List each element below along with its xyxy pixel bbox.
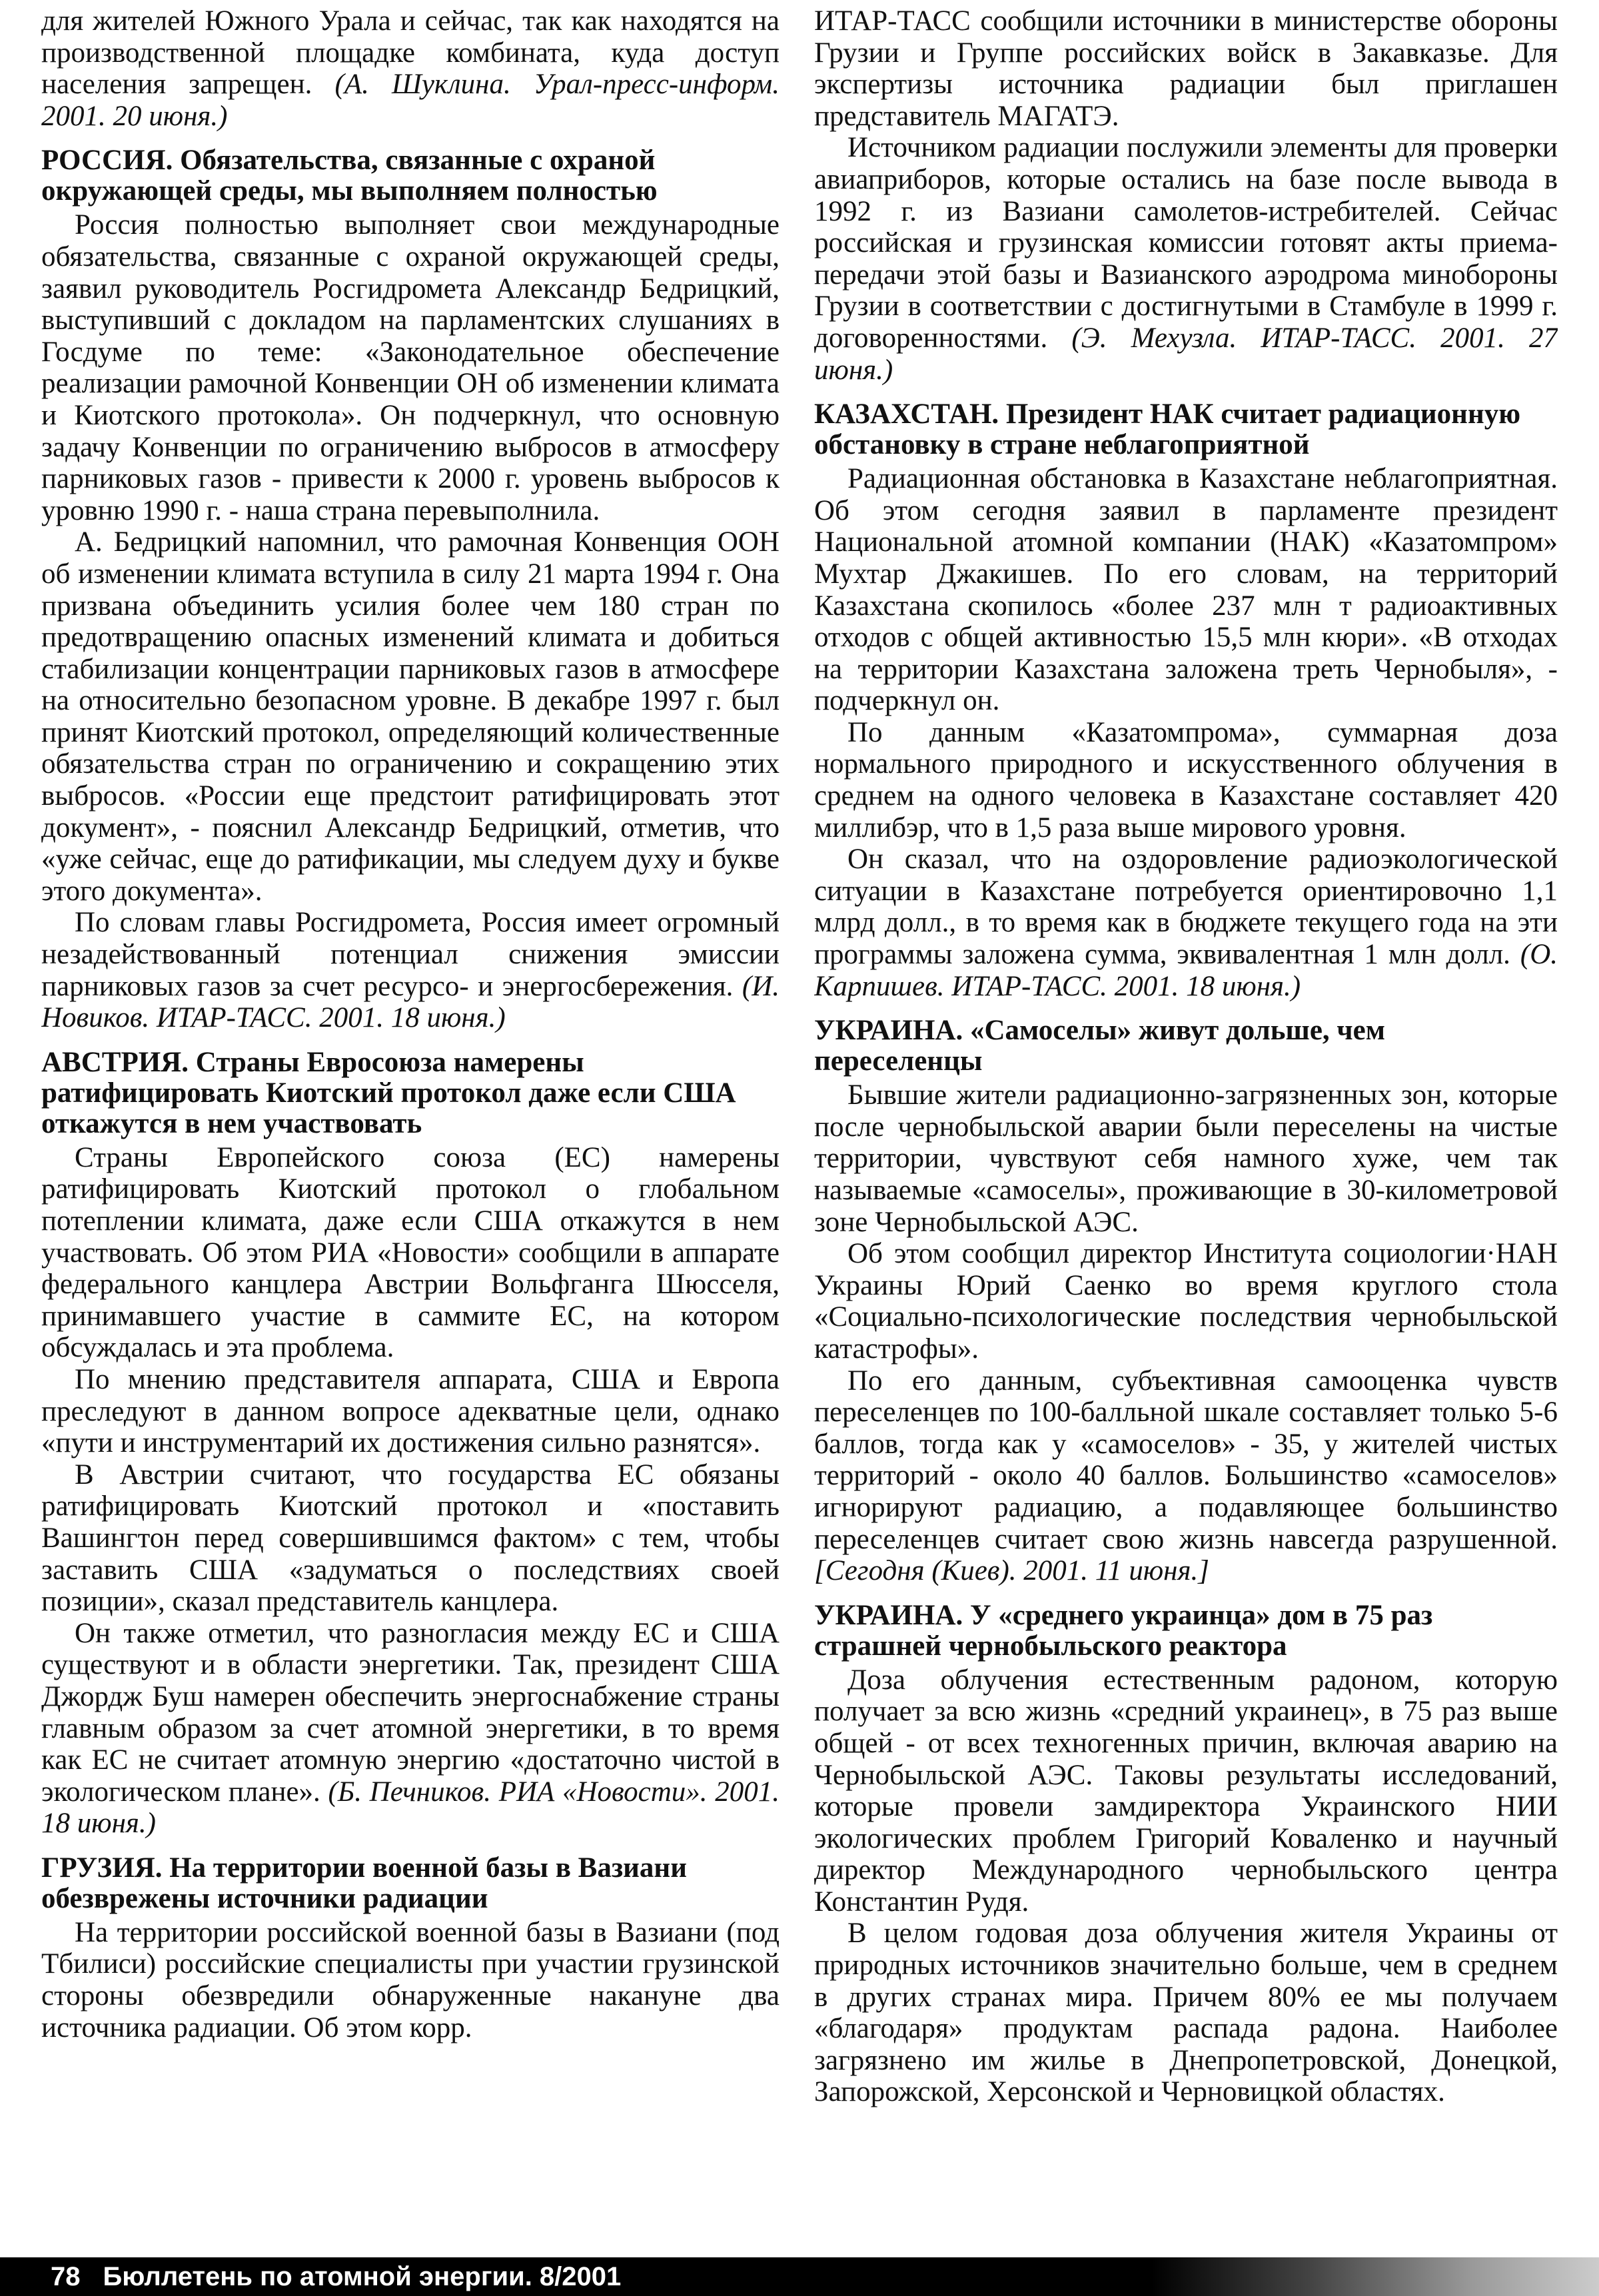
paragraph-text: По мнению представителя аппарата, США и Европа преследуют в данном вопросе адекватные цели, однако «пути и инструментарий их достижения сильно разнятся». (41, 1363, 780, 1459)
article-headline: УКРАИНА. У «среднего украинца» дом в 75 раз страшней чернобыльского реактора (814, 1599, 1433, 1662)
paragraph-text: А. Бедрицкий напомнил, что рамочная Конвенция ООН об изменении климата вступила в силу 21 марта 1994 г. Она призвана объединить усилия более чем 180 стран по предотвращению опасных изменений климата и добиться стабилизации концентрации парниковых газов в атмосфере на относительно безопасном уровне. В декабре 1997 г. был принят Киотский протокол, определяющий количественные обязательства стран по ограничению и сокращению этих выбросов. «России еще предстоит ратифицировать этот документ», - пояснил Александр Бедрицкий, отметив, что «уже сейчас, еще до ратификации, мы следуем духу и букве этого документа». (41, 526, 780, 907)
paragraph-text: Радиационная обстановка в Казахстане неблагоприятная. Об этом сегодня заявил в парламенте президент Национальной атомной компании (НАК) «Казатомпром» Мухтар Джакишев. По его словам, на территорий Казахстана скопилось «более 237 млн т радиоактивных отходов с общей активностью 15,5 млн кюри». «В отходах на территории Казахстана заложена треть Чернобыля», - подчеркнул он. (814, 463, 1558, 717)
source-citation: (А. Шуклина. Урал-пресс-информ. 2001. 20 июня.) (41, 69, 780, 132)
paragraph-text: По словам главы Росгидромета, Россия имеет огромный незадействованный потенциал снижения эмиссии парниковых газов за счет ресурсо- и энергосбережения. (41, 907, 780, 1002)
paragraph-text: Страны Европейского союза (ЕС) намерены ратифицировать Киотский протокол о глобальном потеплении климата, даже если США откажутся в нем участвовать. Об этом РИА «Новости» сообщили в аппарате федерального канцлера Австрии Вольфганга Шюсселя, принимавшего участие в саммите ЕС, на котором обсуждалась и эта проблема. (41, 1141, 780, 1364)
source-citation: [Сегодня (Киев). 2001. 11 июня.] (814, 1555, 1209, 1587)
article-paragraph (41, 1142, 780, 1364)
paragraph-text: Доза облучения естественным радоном, которую получает за всю жизнь «средний украинец», в 75 раз выше общей - от всех техногенных причин, включая аварию на Чернобыльской АЭС. Таковы результаты исследований, которые провели замдиректора Украинского НИИ экологических проблем Григорий Коваленко и научный директор Международного чернобыльского центра Константин Рудя. (814, 1664, 1558, 1918)
article-paragraph (41, 1459, 780, 1618)
article-headline: УКРАИНА. «Самоселы» живут дольше, чем переселенцы (814, 1015, 1386, 1077)
paragraph-text: Источником радиации послужили элементы для проверки авиаприборов, которые остались на базе после вывода в 1992 г. из Вазиани самолетов-истребителей. Сейчас российская и грузинская комиссии готовят акты приема-передачи этой базы и Вазианского аэродрома минобороны Грузии в соответствии с достигнутыми в Стамбуле в 1999 г. договоренностями. (814, 132, 1558, 354)
paragraph-text: По его данным, субъективная самооценка чувств переселенцев по 100-балльной шкале составляет только 5-6 баллов, тогда как у «самоселов» - 35, у жителей чистых территорий - около 40 баллов. Большинство «самоселов» игнорируют радиацию, а подавляющее большинство переселенцев считает свою жизнь навсегда разрушенной. (814, 1365, 1558, 1555)
article-paragraph (814, 844, 1558, 1002)
article-paragraph (814, 1365, 1558, 1587)
continued-paragraph (41, 5, 780, 132)
paragraph-text: для жителей Южного Урала и сейчас, так как находятся на производственной площадке комбината, куда доступ населения запрещен. (41, 5, 780, 101)
paragraph-text: Бывшие жители радиационно-загрязненных зон, которые после чернобыльской аварии были переселены на чистые территории, чувствуют себя намного хуже, чем так называемые «самоселы», проживающие в 30-километровой зоне Чернобыльской АЭС. (814, 1079, 1558, 1238)
article-headline: АВСТРИЯ. Страны Евросоюза намерены ратифицировать Киотский протокол даже если США откажутся в нем участвовать (41, 1046, 736, 1139)
left-column (41, 5, 780, 2251)
page-number: 78 (51, 2262, 81, 2291)
paragraph-text: По данным «Казатомпрома», суммарная доза нормального природного и искусственного облучения в среднем на одного человека в Казахстане составляет 420 миллибэр, что в 1,5 раза выше мирового уровня. (814, 716, 1558, 844)
paragraph-text: На территории российской военной базы в Вазиани (под Тбилиси) российские специалисты при участии грузинской стороны обезвредили обнаруженные накануне два источника радиации. Об этом корр. (41, 1916, 780, 2043)
continued-paragraph (814, 5, 1558, 132)
article-paragraph (41, 1618, 780, 1840)
publication-title: Бюллетень по атомной энергии. 8/2001 (103, 2262, 622, 2291)
paragraph-text: В целом годовая доза облучения жителя Украины от природных источников значительно больше, чем в среднем в других странах мира. Причем 80% ее мы получаем «благодаря» продуктам распада радона. Наиболее загрязнено им жилье в Днепропетровской, Донецкой, Запорожской, Херсонской и Черновицкой областях. (814, 1918, 1558, 2108)
paragraph-text: Об этом сообщил директор Института социологии·НАН Украины Юрий Саенко во время круглого стола «Социально-психологические последствия чернобыльской катастрофы». (814, 1238, 1558, 1365)
source-citation: (Б. Печников. РИА «Новости». 2001. 18 июня.) (41, 1776, 780, 1840)
article-headline: КАЗАХСТАН. Президент НАК считает радиационную обстановку в стране неблагоприятной (814, 398, 1521, 461)
paragraph-text: ИТАР-ТАСС сообщили источники в министерстве обороны Грузии и Группе российских войск в Закавказье. Для экспертизы источника радиации был приглашен представитель МАГАТЭ. (814, 5, 1558, 132)
article-paragraph (41, 1364, 780, 1459)
article-paragraph (41, 907, 780, 1033)
paragraph-text: Он сказал, что на оздоровление радиоэкологической ситуации в Казахстане потребуется ориентировочно 1,1 млрд долл., в то время как в бюджете текущего года на эти программы заложена сумма, эквивалентная 1 млн долл. (814, 844, 1558, 971)
right-column (814, 5, 1558, 2251)
page-footer (0, 2257, 1599, 2296)
article-paragraph (814, 132, 1558, 386)
article-paragraph (814, 1238, 1558, 1365)
article-headline: РОССИЯ. Обязательства, связанные с охраной окружающей среды, мы выполняем полностью (41, 145, 658, 207)
article-headline: ГРУЗИЯ. На территории военной базы в Вазиани обезврежены источники радиации (41, 1852, 687, 1914)
article-paragraph (41, 526, 780, 907)
article-paragraph (814, 463, 1558, 717)
article-paragraph (814, 717, 1558, 844)
source-citation: (Э. Мехузла. ИТАР-ТАСС. 2001. 27 июня.) (814, 322, 1558, 386)
source-citation: (И. Новиков. ИТАР-ТАСС. 2001. 18 июня.) (41, 970, 780, 1034)
article-paragraph (814, 1079, 1558, 1238)
paragraph-text: В Австрии считают, что государства ЕС обязаны ратифицировать Киотский протокол и «поставить Вашингтон перед совершившимся фактом» с тем, чтобы заставить США «задуматься о последствиях своей позиции», сказал представитель канцлера. (41, 1458, 780, 1618)
article-paragraph (814, 1664, 1558, 1918)
source-citation: (О. Карпишев. ИТАР-ТАСС. 2001. 18 июня.) (814, 939, 1558, 1002)
article-paragraph (814, 1918, 1558, 2108)
paragraph-text: Россия полностью выполняет свои международные обязательства, связанные с охраной окружающей среды, заявил руководитель Росгидромета Александр Бедрицкий, выступивший с докладом на парламентских слушаниях в Госдуме по теме: «Законодательное обеспечение реализации рамочной Конвенции ОН об изменении климата и Киотского протокола». Он подчеркнул, что основную задачу Конвенции по ограничению выбросов в атмосферу парниковых газов - привести к 2000 г. уровень выбросов к уровню 1990 г. - наша страна перевыполнила. (41, 209, 780, 526)
article-paragraph (41, 1917, 780, 2043)
article-paragraph (41, 209, 780, 526)
paragraph-text: Он также отметил, что разногласия между ЕС и США существуют и в области энергетики. Так, президент США Джордж Буш намерен обеспечить энергоснабжение страны главным образом за счет атомной энергетики, в то время как ЕС не считает атомную энергию «достаточно чистой в экологическом плане». (41, 1617, 780, 1808)
